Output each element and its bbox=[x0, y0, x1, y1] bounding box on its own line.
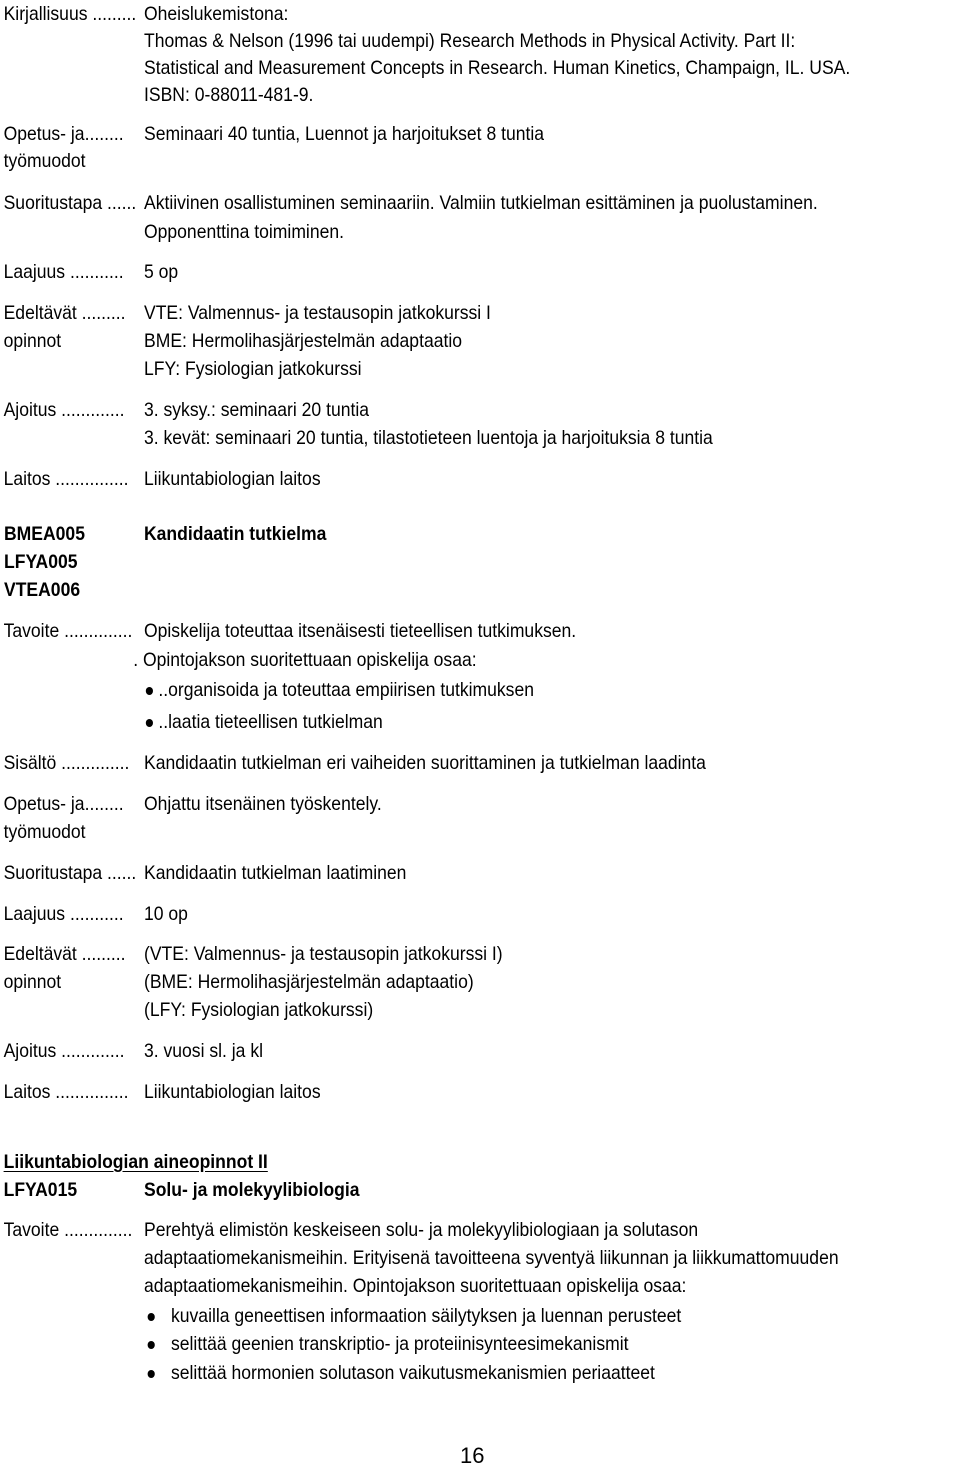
kirjallisuus-text: ISBN: 0-88011-481-9. bbox=[144, 84, 314, 106]
tavoite-value-2: . Opintojakson suoritettuaan opiskelija osaa: bbox=[133, 649, 477, 671]
objective-bullet bbox=[0, 1359, 864, 1387]
suoritustapa-value: Aktiivinen osallistuminen seminaariin. Valmiin tutkielman esittäminen ja puolustaminen. bbox=[144, 192, 818, 214]
opetus-row-2 bbox=[0, 818, 864, 846]
kirjallisuus-text: Statistical and Measurement Concepts in Research. Human Kinetics, Champaign, IL. USA. bbox=[144, 57, 851, 79]
opetus-value: Seminaari 40 tuntia, Luennot ja harjoitukset 8 tuntia bbox=[144, 123, 545, 145]
bullet-text: selittää hormonien solutason vaikutusmekanismien periaatteet bbox=[171, 1362, 655, 1384]
sisalto-value: Kandidaatin tutkielman eri vaiheiden suorittaminen ja tutkielman laadinta bbox=[144, 752, 706, 774]
ajoitus-row-2 bbox=[0, 424, 864, 452]
opetus-label: Opetus- ja........ bbox=[3, 123, 124, 145]
suoritustapa-value-2: Opponenttina toimiminen. bbox=[144, 221, 344, 243]
tavoite-row-2 bbox=[0, 1244, 864, 1272]
kirjallisuus-line bbox=[0, 81, 864, 109]
bullet-icon bbox=[146, 719, 153, 727]
kirjallisuus-text: Thomas & Nelson (1996 tai uudempi) Research Methods in Physical Activity. Part II: bbox=[144, 30, 796, 52]
edeltavat-value-2: BME: Hermolihasjärjestelmän adaptaatio bbox=[144, 330, 463, 352]
edeltavat-row-3 bbox=[0, 996, 864, 1024]
ajoitus-row bbox=[0, 1037, 864, 1065]
opetus-label-2: työmuodot bbox=[3, 150, 86, 172]
edeltavat-value-3: (LFY: Fysiologian jatkokurssi) bbox=[144, 999, 374, 1021]
tavoite-value-2: adaptaatiomekanismeihin. Erityisenä tavoitteena syventyä liikunnan ja liikkumattomuuden bbox=[144, 1247, 839, 1269]
section-course-row bbox=[0, 1176, 864, 1204]
edeltavat-row-3 bbox=[0, 355, 864, 383]
bullet-text: kuvailla geneettisen informaation säilytyksen ja luennan perusteet bbox=[171, 1305, 682, 1327]
section-course-code: LFYA015 bbox=[3, 1179, 78, 1201]
edeltavat-row-2 bbox=[0, 327, 864, 355]
course-code: BMEA005 bbox=[4, 523, 85, 545]
objective-bullet bbox=[0, 1330, 864, 1358]
opetus-label-2: työmuodot bbox=[3, 821, 86, 843]
laitos-label: Laitos ............... bbox=[3, 468, 129, 490]
laitos-value: Liikuntabiologian laitos bbox=[144, 468, 321, 490]
tavoite-bullet bbox=[0, 708, 864, 736]
course-code: VTEA006 bbox=[4, 579, 81, 601]
bullet-text: ..laatia tieteellisen tutkielman bbox=[158, 711, 383, 733]
ajoitus-label: Ajoitus ............. bbox=[3, 1040, 125, 1062]
suoritustapa-row bbox=[0, 189, 864, 217]
tavoite-row bbox=[0, 617, 864, 645]
tavoite-label: Tavoite .............. bbox=[3, 1219, 133, 1241]
laajuus-label: Laajuus ........... bbox=[3, 261, 124, 283]
section-heading-row bbox=[0, 1148, 864, 1176]
laitos-row bbox=[0, 1078, 864, 1106]
edeltavat-row bbox=[0, 299, 864, 327]
laitos-row bbox=[0, 465, 864, 493]
tavoite-bullet bbox=[0, 676, 864, 704]
course-code: LFYA005 bbox=[4, 551, 78, 573]
kirjallisuus-row bbox=[0, 0, 864, 28]
opetus-label: Opetus- ja........ bbox=[3, 793, 124, 815]
edeltavat-value: (VTE: Valmennus- ja testausopin jatkokurssi I) bbox=[144, 943, 503, 965]
section-heading: Liikuntabiologian aineopinnot II bbox=[3, 1151, 268, 1173]
laitos-label: Laitos ............... bbox=[3, 1081, 129, 1103]
kirjallisuus-label: Kirjallisuus ......... bbox=[3, 3, 137, 25]
opetus-row bbox=[0, 120, 864, 148]
laajuus-label: Laajuus ........... bbox=[3, 903, 124, 925]
section-course-title: Solu- ja molekyylibiologia bbox=[144, 1179, 360, 1201]
tavoite-value: Perehtyä elimistön keskeiseen solu- ja molekyylibiologiaan ja solutason bbox=[144, 1219, 699, 1241]
laajuus-row bbox=[0, 900, 864, 928]
bullet-icon bbox=[148, 1341, 155, 1349]
objective-bullet bbox=[0, 1302, 864, 1330]
bullet-text: selittää geenien transkriptio- ja proteiinisynteesimekanismit bbox=[171, 1333, 629, 1355]
edeltavat-row-2 bbox=[0, 968, 864, 996]
tavoite-row bbox=[0, 1216, 864, 1244]
opetus-value: Ohjattu itsenäinen työskentely. bbox=[144, 793, 382, 815]
edeltavat-label: Edeltävät ......... bbox=[3, 302, 126, 324]
edeltavat-label-2: opinnot bbox=[3, 971, 62, 993]
sisalto-label: Sisältö .............. bbox=[3, 752, 130, 774]
suoritustapa-value: Kandidaatin tutkielman laatiminen bbox=[144, 862, 407, 884]
page-number: 16 bbox=[460, 1443, 485, 1468]
edeltavat-value-2: (BME: Hermolihasjärjestelmän adaptaatio) bbox=[144, 971, 474, 993]
tavoite-row-2 bbox=[0, 646, 864, 674]
edeltavat-value: VTE: Valmennus- ja testausopin jatkokurssi I bbox=[144, 302, 491, 324]
ajoitus-label: Ajoitus ............. bbox=[3, 399, 125, 421]
kirjallisuus-text: Oheislukemistona: bbox=[144, 3, 289, 25]
tavoite-value: Opiskelija toteuttaa itsenäisesti tieteellisen tutkimuksen. bbox=[144, 620, 577, 642]
ajoitus-value: 3. vuosi sl. ja kl bbox=[144, 1040, 263, 1062]
laitos-value: Liikuntabiologian laitos bbox=[144, 1081, 321, 1103]
edeltavat-value-3: LFY: Fysiologian jatkokurssi bbox=[144, 358, 362, 380]
suoritustapa-row-2 bbox=[0, 218, 864, 246]
bullet-icon bbox=[148, 1370, 155, 1378]
edeltavat-row bbox=[0, 940, 864, 968]
suoritustapa-row bbox=[0, 859, 864, 887]
course-title-row bbox=[0, 520, 864, 548]
kirjallisuus-line bbox=[0, 27, 864, 55]
ajoitus-row bbox=[0, 396, 864, 424]
tavoite-label: Tavoite .............. bbox=[3, 620, 133, 642]
laajuus-value: 10 op bbox=[144, 903, 188, 925]
suoritustapa-label: Suoritustapa ...... bbox=[3, 192, 137, 214]
course-title: Kandidaatin tutkielma bbox=[144, 523, 327, 545]
ajoitus-value: 3. syksy.: seminaari 20 tuntia bbox=[144, 399, 369, 421]
bullet-text: ..organisoida ja toteuttaa empiirisen tutkimuksen bbox=[158, 679, 534, 701]
opetus-row-2 bbox=[0, 147, 864, 175]
bullet-icon bbox=[146, 687, 153, 695]
laajuus-row bbox=[0, 258, 864, 286]
kirjallisuus-line bbox=[0, 54, 864, 82]
edeltavat-label-2: opinnot bbox=[3, 330, 62, 352]
ajoitus-value-2: 3. kevät: seminaari 20 tuntia, tilastotieteen luentoja ja harjoituksia 8 tuntia bbox=[144, 427, 713, 449]
suoritustapa-label: Suoritustapa ...... bbox=[3, 862, 137, 884]
tavoite-value-3: adaptaatiomekanismeihin. Opintojakson suoritettuaan opiskelija osaa: bbox=[144, 1275, 687, 1297]
bullet-icon bbox=[148, 1313, 155, 1321]
laajuus-value: 5 op bbox=[144, 261, 179, 283]
opetus-row bbox=[0, 790, 864, 818]
edeltavat-label: Edeltävät ......... bbox=[3, 943, 126, 965]
sisalto-row bbox=[0, 749, 864, 777]
tavoite-row-3 bbox=[0, 1272, 864, 1300]
